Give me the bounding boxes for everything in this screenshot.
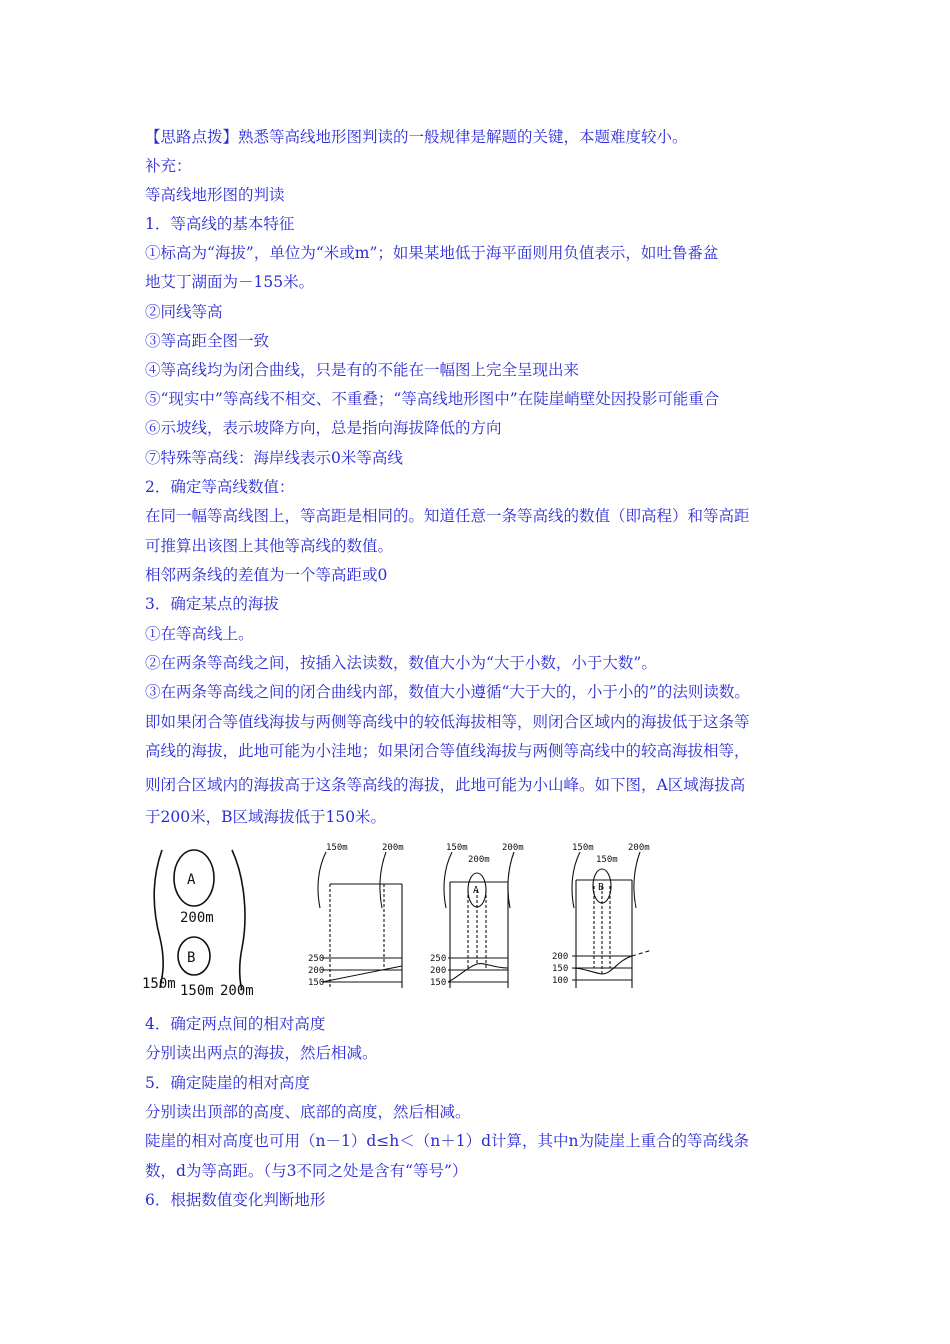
text-line: 陡崖的相对高度也可用（n－1）d≤h＜（n＋1）d计算，其中n为陡崖上重合的等高线条	[145, 1132, 749, 1150]
text-line: 数，d为等高距。（与3不同之处是含有“等号”）	[145, 1162, 468, 1180]
contour-diagram	[140, 838, 680, 1003]
text-line: ②在两条等高线之间，按插入法读数，数值大小为“大于小数，小于大数”。	[145, 654, 657, 672]
fig2-y-250: 250	[308, 954, 325, 964]
text-line: ①在等高线上。	[145, 625, 254, 643]
text-line: 分别读出顶部的高度、底部的高度，然后相减。	[145, 1103, 471, 1121]
text-line: ⑥示坡线，表示坡降方向，总是指向海拔降低的方向	[145, 419, 502, 437]
fig3-top-150: 150m	[446, 843, 468, 853]
fig1-label-a: A	[187, 872, 196, 888]
text-line: 【思路点拨】熟悉等高线地形图判读的一般规律是解题的关键，本题难度较小。	[145, 128, 688, 146]
text-line: 在同一幅等高线图上，等高距是相同的。知道任意一条等高线的数值（即高程）和等高距	[145, 507, 750, 525]
fig2-top-200: 200m	[382, 843, 404, 853]
section-heading: 5．确定陡崖的相对高度	[145, 1074, 310, 1092]
fig3-y-150: 150	[430, 978, 447, 988]
text-line: 等高线地形图的判读	[145, 186, 285, 204]
fig3-profile	[444, 852, 514, 988]
text-line: ②同线等高	[145, 303, 223, 321]
fig2-top-150: 150m	[326, 843, 348, 853]
text-line: ①标高为“海拔”，单位为“米或m”；如果某地低于海平面则用负值表示，如吐鲁番盆	[145, 244, 719, 262]
text-line: 可推算出该图上其他等高线的数值。	[145, 537, 394, 555]
text-line: 于200米，B区域海拔低于150米。	[145, 808, 387, 826]
text-line: ⑤“现实中”等高线不相交、不重叠；“等高线地形图中”在陡崖峭壁处因投影可能重合	[145, 390, 720, 408]
text-line: ③在两条等高线之间的闭合曲线内部，数值大小遵循“大于大的，小于小的”的法则读数。	[145, 683, 750, 701]
fig2-profile	[318, 852, 402, 988]
fig4-top-150: 150m	[572, 843, 594, 853]
text-line: 相邻两条线的差值为一个等高距或0	[145, 566, 388, 584]
fig1-label-b: B	[187, 950, 196, 966]
section-heading: 4．确定两点间的相对高度	[145, 1015, 326, 1033]
text-line: ④等高线均为闭合曲线，只是有的不能在一幅图上完全呈现出来	[145, 361, 580, 379]
text-line: 即如果闭合等值线海拔与两侧等高线中的较低海拔相等，则闭合区域内的海拔低于这条等	[145, 713, 750, 731]
fig1-label-150m-left: 150m	[142, 976, 176, 992]
fig1-label-200m: 200m	[180, 910, 214, 926]
fig4-label-b: B	[598, 882, 605, 893]
fig4-top-150-inner: 150m	[596, 855, 618, 865]
section-heading: 6．根据数值变化判断地形	[145, 1191, 326, 1209]
fig4-y-200: 200	[552, 952, 569, 962]
contour-figures	[140, 838, 680, 1003]
fig2-y-200: 200	[308, 966, 325, 976]
fig3-top-200-inner: 200m	[468, 855, 490, 865]
fig1-label-200m-right: 200m	[220, 983, 254, 999]
fig4-y-150: 150	[552, 964, 569, 974]
text-line: 则闭合区域内的海拔高于这条等高线的海拔，此地可能为小山峰。如下图，A区域海拔高	[145, 776, 746, 794]
section-heading: 2．确定等高线数值：	[145, 478, 295, 496]
section-heading: 1．等高线的基本特征	[145, 215, 295, 233]
fig3-y-200: 200	[430, 966, 447, 976]
section-heading: 3．确定某点的海拔	[145, 595, 279, 613]
text-line: ③等高距全图一致	[145, 332, 270, 350]
fig4-top-200: 200m	[628, 843, 650, 853]
fig4-profile	[572, 852, 652, 988]
fig3-top-200: 200m	[502, 843, 524, 853]
fig3-label-a: A	[473, 885, 480, 896]
fig4-y-100: 100	[552, 976, 569, 986]
fig3-y-250: 250	[430, 954, 447, 964]
fig1-label-150m-bottom: 150m	[180, 983, 214, 999]
text-line: 地艾丁湖面为－155米。	[145, 273, 315, 291]
text-line: ⑦特殊等高线：海岸线表示0米等高线	[145, 449, 403, 467]
fig2-y-150: 150	[308, 978, 325, 988]
text-line: 补充：	[145, 157, 192, 175]
text-line: 分别读出两点的海拔，然后相减。	[145, 1044, 378, 1062]
text-line: 高线的海拔，此地可能为小洼地；如果闭合等值线海拔与两侧等高线中的较高海拔相等，	[145, 742, 750, 760]
